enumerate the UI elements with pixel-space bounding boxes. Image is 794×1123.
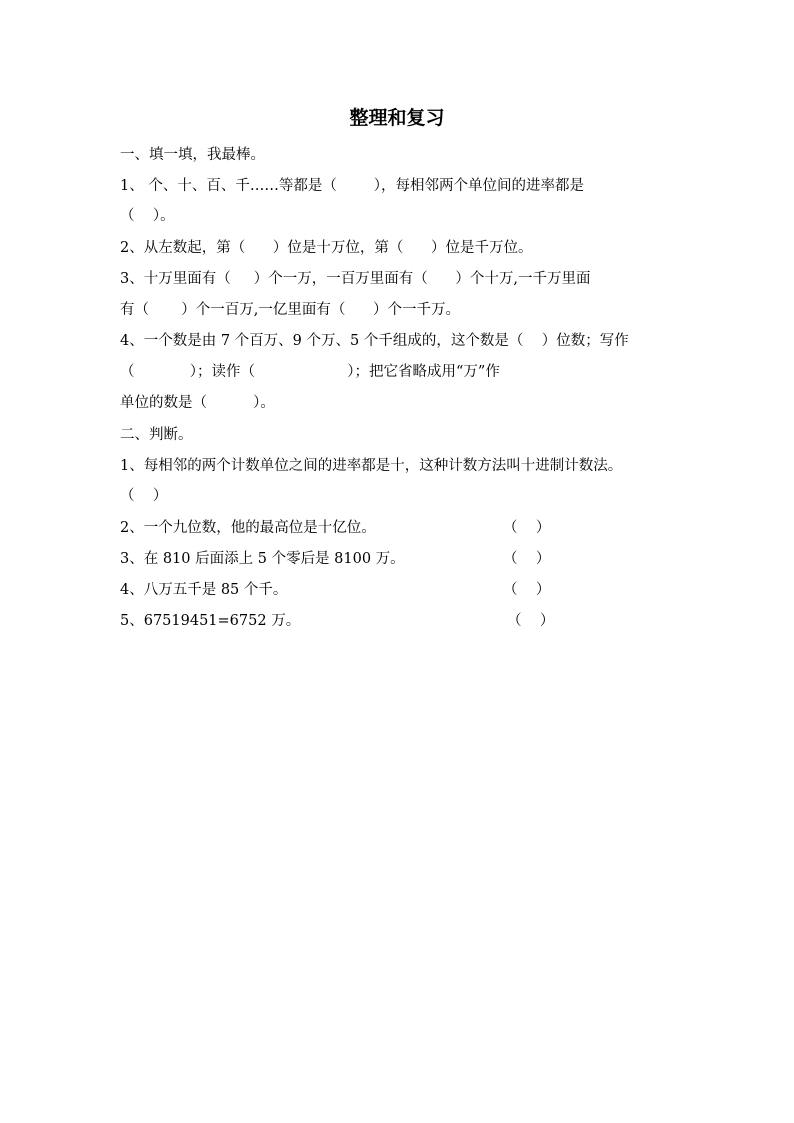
- judge-item-5: 5、67519451=6752 万。: [120, 613, 301, 629]
- judge-item-1: 1、每相邻的两个计数单位之间的进率都是十，这种计数方法叫十进制计数法。: [120, 458, 623, 474]
- fill-item-1-line-1: 1、 个、十、百、千……等都是（ ），每相邻两个单位间的进率都是: [120, 178, 584, 194]
- section2-heading: 二、判断。: [120, 427, 193, 443]
- judge-item-3: 3、在 810 后面添上 5 个零后是 8100 万。: [120, 551, 405, 567]
- judge-item-3-answer-paren: （ ）: [503, 551, 551, 567]
- judge-item-2-answer-paren: （ ）: [503, 520, 551, 536]
- section1-heading: 一、填一填，我最棒。: [120, 147, 265, 163]
- judge-item-5-answer-paren: （ ）: [507, 613, 555, 629]
- judge-item-1-answer-paren: （ ）: [120, 488, 168, 504]
- page-title: 整理和复习: [349, 107, 445, 129]
- fill-item-1-line-2: （ ）。: [120, 208, 175, 224]
- fill-item-3-line-2: 有（ ）个一百万,一亿里面有（ ）个一千万。: [120, 302, 461, 318]
- judge-item-4-answer-paren: （ ）: [503, 582, 551, 598]
- judge-item-2: 2、一个九位数，他的最高位是十亿位。: [120, 520, 376, 536]
- fill-item-3-line-1: 3、十万里面有（ ）个一万，一百万里面有（ ）个十万,一千万里面: [120, 271, 591, 287]
- fill-item-4-line-1: 4、一个数是由 7 个百万、9 个万、5 个千组成的，这个数是（ ）位数；写作: [120, 333, 629, 349]
- judge-item-4: 4、八万五千是 85 个千。: [120, 582, 288, 598]
- fill-item-2-line-1: 2、从左数起，第（ ）位是十万位，第（ ）位是千万位。: [120, 240, 533, 256]
- fill-item-4-line-3: 单位的数是（ ）。: [120, 395, 275, 411]
- fill-item-4-line-2: （ ）；读作（ ）；把它省略成用“万”作: [120, 364, 500, 380]
